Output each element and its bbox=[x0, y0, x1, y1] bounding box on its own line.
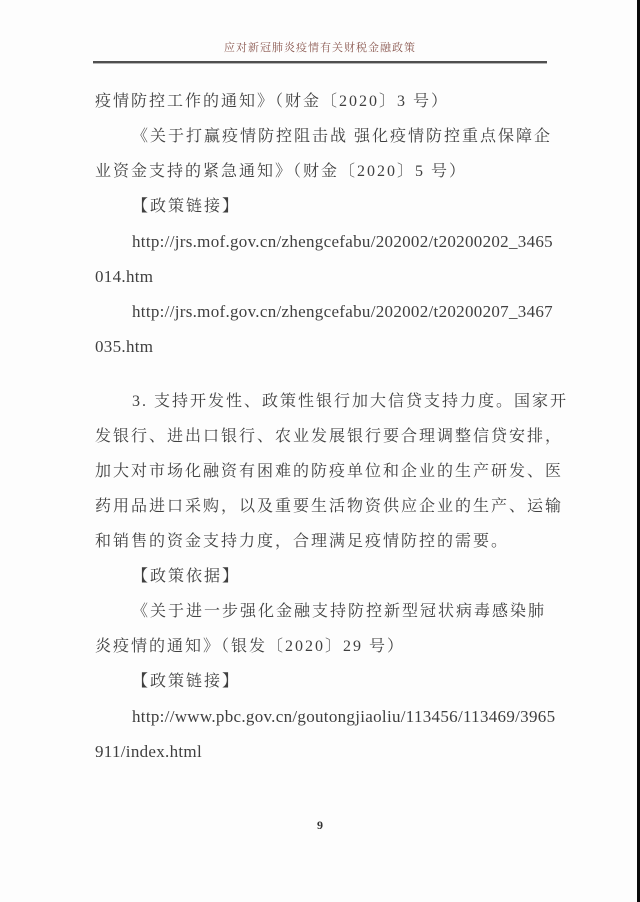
text-line: 业资金支持的紧急通知》（财金〔2020〕5 号） bbox=[95, 163, 468, 180]
url-line: 035.htm bbox=[95, 337, 154, 356]
header-rule bbox=[93, 61, 547, 64]
text-line: 炎疫情的通知》（银发〔2020〕29 号） bbox=[95, 638, 406, 655]
url-line: http://www.pbc.gov.cn/goutongjiaoliu/113456/113469/3965 bbox=[132, 707, 556, 726]
url-line: 911/index.html bbox=[95, 742, 202, 761]
text-line: 发银行、进出口银行、农业发展银行要合理调整信贷安排， bbox=[95, 428, 564, 445]
text-line: 和销售的资金支持力度，合理满足疫情防控的需要。 bbox=[95, 533, 510, 550]
text-line: 《关于打赢疫情防控阻击战 强化疫情防控重点保障企 bbox=[132, 128, 553, 145]
text-line: 疫情防控工作的通知》（财金〔2020〕3 号） bbox=[95, 93, 450, 110]
page-number: 9 bbox=[317, 818, 323, 832]
document-body bbox=[95, 84, 569, 769]
text-line: 加大对市场化融资有困难的防疫单位和企业的生产研发、医 bbox=[95, 463, 564, 480]
running-header bbox=[93, 0, 547, 64]
url-line: http://jrs.mof.gov.cn/zhengcefabu/202002/t20200202_3465 bbox=[132, 232, 553, 251]
text-line: 【政策链接】 bbox=[132, 198, 241, 215]
text-line: 【政策链接】 bbox=[132, 673, 241, 690]
text-line: 药用品进口采购，以及重要生活物资供应企业的生产、运输 bbox=[95, 498, 564, 515]
url-line: http://jrs.mof.gov.cn/zhengcefabu/202002/t20200207_3467 bbox=[132, 302, 553, 321]
url-line: 014.htm bbox=[95, 267, 154, 286]
text-line: 【政策依据】 bbox=[132, 568, 241, 585]
running-header-title: 应对新冠肺炎疫情有关财税金融政策 bbox=[224, 42, 416, 54]
text-line: 3. 支持开发性、政策性银行加大信贷支持力度。国家开 bbox=[132, 393, 569, 410]
text-line: 《关于进一步强化金融支持防控新型冠状病毒感染肺 bbox=[132, 603, 547, 620]
